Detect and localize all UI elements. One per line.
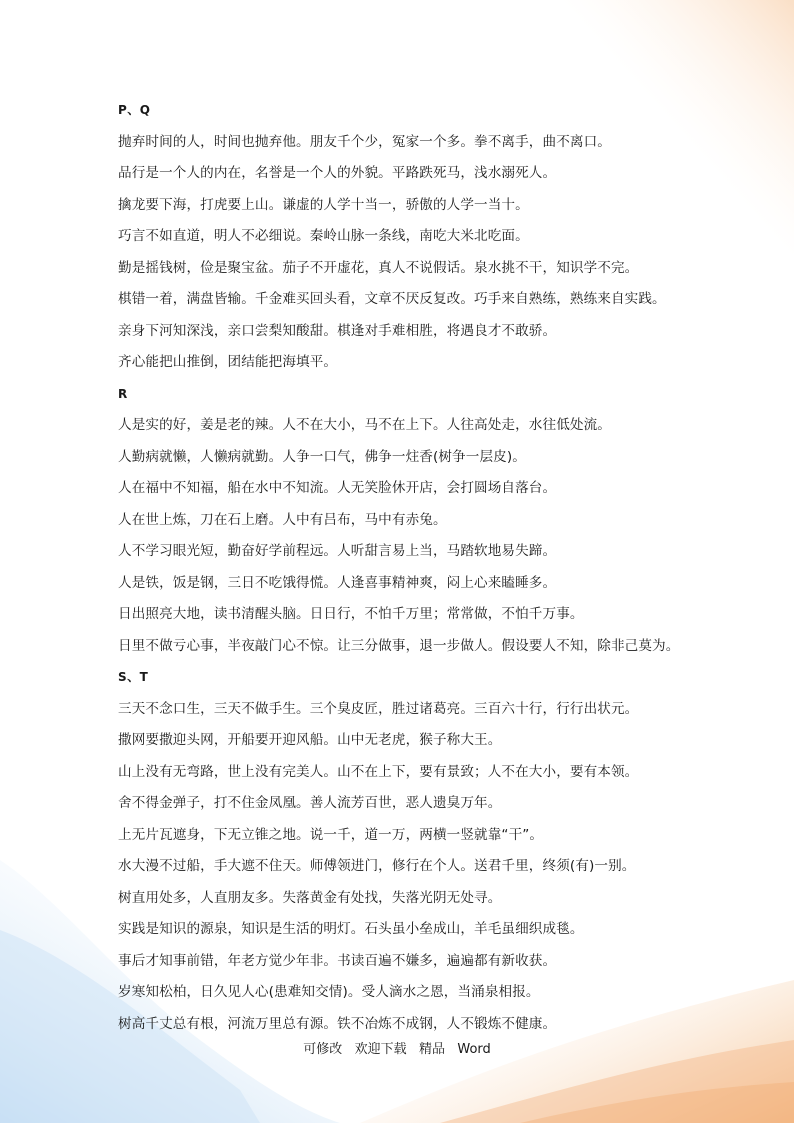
proverb-line: 亲身下河知深浅，亲口尝梨知酸甜。棋逢对手难相胜，将遇良才不敢骄。 xyxy=(118,322,557,339)
section-heading-r: R xyxy=(118,386,128,401)
proverb-line: 人勤病就懒，人懒病就勤。人争一口气，佛争一炷香(树争一层皮)。 xyxy=(118,448,526,465)
proverb-line: 水大漫不过船，手大遮不住天。师傅领进门，修行在个人。送君千里，终须(有)一别。 xyxy=(118,858,636,874)
proverb-line: 三天不念口生，三天不做手生。三个臭皮匠，胜过诸葛亮。三百六十行，行行出状元。 xyxy=(118,700,639,717)
proverb-line: 抛弃时间的人，时间也抛弃他。朋友千个少，冤家一个多。拳不离手，曲不离口。 xyxy=(118,133,611,150)
proverb-line: 岁寒知松柏，日久见人心(患难知交情)。受人滴水之恩，当涌泉相报。 xyxy=(118,984,540,1000)
proverb-line: 人是实的好，姜是老的辣。人不在大小，马不在上下。人往高处走，水往低处流。 xyxy=(118,417,611,433)
proverb-line: 事后才知事前错，年老方觉少年非。书读百遍不嫌多，遍遍都有新收获。 xyxy=(118,952,557,969)
proverb-line: 擒龙要下海，打虎要上山。谦虚的人学十当一，骄傲的人学一当十。 xyxy=(118,196,529,213)
proverb-line: 人是铁，饭是钢，三日不吃饿得慌。人逢喜事精神爽，闷上心来瞌睡多。 xyxy=(118,574,557,591)
proverb-line: 齐心能把山推倒，团结能把海填平。 xyxy=(118,354,338,370)
section-heading-pq: P、Q xyxy=(118,103,151,117)
proverb-line: 实践是知识的源泉，知识是生活的明灯。石头虽小垒成山，羊毛虽细织成毯。 xyxy=(118,921,584,937)
proverb-line: 日出照亮大地，读书清醒头脑。日日行，不怕千万里；常常做，不怕千万事。 xyxy=(118,606,584,622)
proverb-line: 人在世上炼，刀在石上磨。人中有吕布，马中有赤兔。 xyxy=(118,511,447,528)
proverb-line: 人不学习眼光短，勤奋好学前程远。人听甜言易上当，马踏软地易失蹄。 xyxy=(118,543,557,559)
page-footer: 可修改 欢迎下载 精品 Word xyxy=(303,1042,491,1057)
proverb-line: 巧言不如直道，明人不必细说。秦岭山脉一条线，南吃大米北吃面。 xyxy=(118,228,529,244)
proverb-line: 品行是一个人的内在，名誉是一个人的外貌。平路跌死马，浅水溺死人。 xyxy=(118,165,557,181)
proverb-line: 勤是摇钱树，俭是聚宝盆。茄子不开虚花，真人不说假话。泉水挑不干，知识学不完。 xyxy=(118,259,639,276)
proverb-line: 树高千丈总有根，河流万里总有源。铁不冶炼不成钢，人不锻炼不健康。 xyxy=(118,1015,557,1032)
section-heading-st: S、T xyxy=(118,670,149,684)
document-body xyxy=(118,100,758,1045)
proverb-line: 撒网要撒迎头网，开船要开迎风船。山中无老虎，猴子称大王。 xyxy=(118,732,502,748)
proverb-line: 舍不得金弹子，打不住金凤凰。善人流芳百世，恶人遗臭万年。 xyxy=(118,795,502,811)
proverb-line: 棋错一着，满盘皆输。千金难买回头看，文章不厌反复改。巧手来自熟练，熟练来自实践。 xyxy=(118,291,666,307)
proverb-line: 人在福中不知福，船在水中不知流。人无笑脸休开店，会打圆场自落台。 xyxy=(118,480,557,496)
proverb-line: 山上没有无弯路，世上没有完美人。山不在上下，要有景致；人不在大小，要有本领。 xyxy=(118,763,639,780)
proverb-line: 树直用处多，人直朋友多。失落黄金有处找，失落光阴无处寻。 xyxy=(118,889,502,906)
proverb-line: 上无片瓦遮身，下无立锥之地。说一千，道一万，两横一竖就靠“干”。 xyxy=(118,826,544,843)
proverb-line: 日里不做亏心事，半夜敲门心不惊。让三分做事，退一步做人。假设要人不知，除非己莫为。 xyxy=(118,637,680,654)
